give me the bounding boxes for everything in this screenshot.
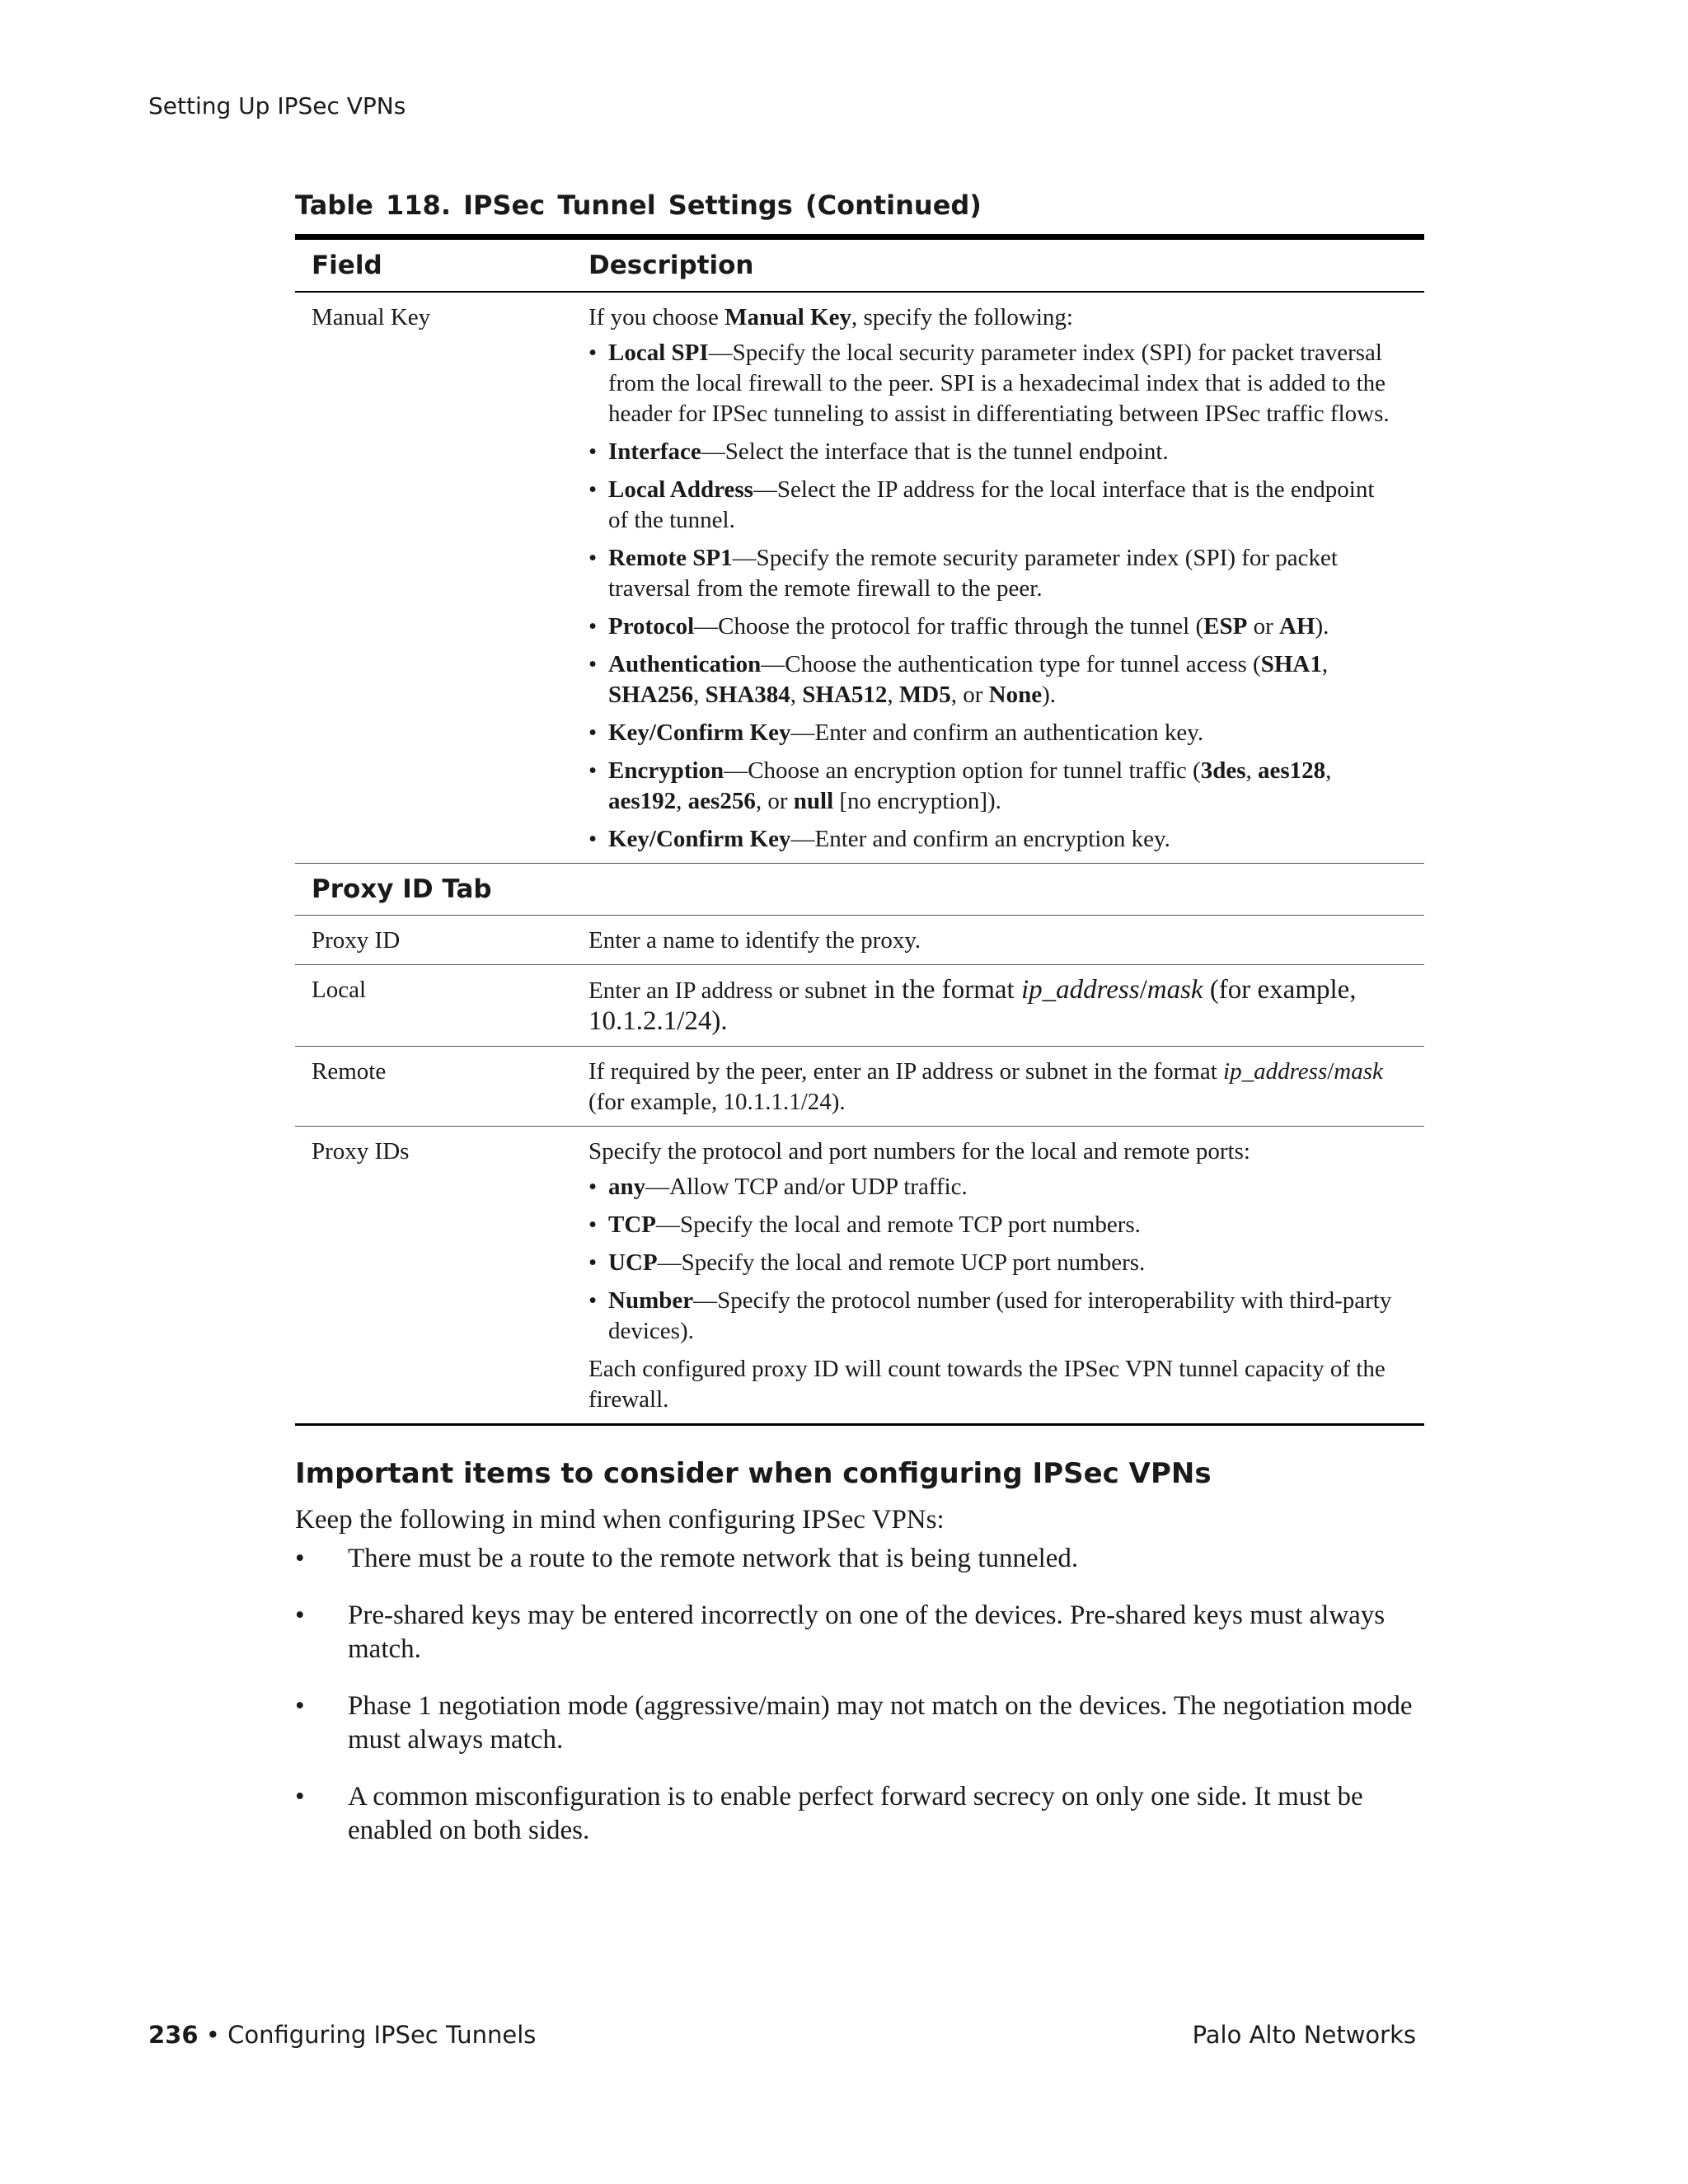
separator: , or bbox=[950, 682, 989, 708]
item-term: Authentication bbox=[608, 651, 762, 677]
item-text: —Specify the remote security parameter index (SPI) for packet traversal from the remote firewall to the peer. bbox=[608, 545, 1338, 602]
item-term: Local SPI bbox=[608, 340, 709, 366]
proxy-ids-note: Each configured proxy ID will count towards the IPSec VPN tunnel capacity of the firewall. bbox=[588, 1356, 1386, 1413]
separator: , bbox=[1325, 757, 1332, 784]
list-item bbox=[588, 612, 1400, 642]
option: null bbox=[793, 788, 834, 814]
item-text: —Allow TCP and/or UDP traffic. bbox=[645, 1174, 968, 1200]
page-number: 236 bbox=[148, 2021, 199, 2049]
separator: , bbox=[790, 682, 803, 708]
item-term: any bbox=[608, 1174, 646, 1200]
section-body bbox=[295, 1503, 1432, 1871]
list-item bbox=[588, 756, 1400, 817]
item-text: ). bbox=[1042, 682, 1057, 708]
desc-italic: mask bbox=[1146, 975, 1203, 1005]
option: SHA384 bbox=[705, 682, 790, 708]
separator: , bbox=[1245, 757, 1258, 784]
item-text: —Enter and confirm an encryption key. bbox=[790, 826, 1170, 852]
intro-text: If you choose bbox=[588, 304, 725, 330]
field-cell: Remote bbox=[312, 1058, 387, 1085]
field-cell: Local bbox=[312, 977, 367, 1003]
footer-chapter: Configuring IPSec Tunnels bbox=[227, 2021, 537, 2049]
desc-italic: mask bbox=[1334, 1058, 1383, 1085]
option: None bbox=[988, 682, 1043, 708]
item-text: —Choose the authentication type for tunnel access ( bbox=[761, 651, 1261, 677]
list-item bbox=[588, 718, 1400, 748]
proxy-ids-list bbox=[588, 1172, 1400, 1347]
list-item bbox=[588, 649, 1400, 710]
table-row-manual-key bbox=[295, 293, 1424, 864]
section-intro: Keep the following in mind when configuring IPSec VPNs: bbox=[295, 1505, 945, 1535]
field-cell: Manual Key bbox=[312, 304, 431, 330]
description-cell bbox=[588, 965, 1424, 1046]
list-item bbox=[588, 543, 1400, 604]
desc-text: / bbox=[1327, 1058, 1334, 1085]
option: MD5 bbox=[898, 682, 951, 708]
item-term: Local Address bbox=[608, 476, 753, 503]
footer-left bbox=[148, 2021, 536, 2049]
item-term: Protocol bbox=[608, 613, 695, 640]
list-item bbox=[588, 824, 1400, 855]
item-text: —Specify the local security parameter index (SPI) for packet traversal from the local firewall to the peer. SPI is a hexadecimal index that is added to the header for IPSec tunneling to assist in differentiating between IPSec traffic flows. bbox=[608, 340, 1390, 427]
table-row-remote bbox=[295, 1047, 1424, 1127]
column-header-field: Field bbox=[312, 251, 382, 280]
column-header-description: Description bbox=[588, 251, 754, 280]
list-item bbox=[588, 1172, 1400, 1202]
list-item: • Phase 1 negotiation mode (aggressive/main) may not match on the devices. The negotiation mode must always match. bbox=[295, 1690, 1432, 1757]
section-title: Proxy ID Tab bbox=[312, 874, 492, 904]
footer-company: Palo Alto Networks bbox=[1192, 2021, 1416, 2049]
item-term: Number bbox=[608, 1287, 694, 1314]
list-item bbox=[588, 1210, 1400, 1240]
description-cell: Enter a name to identify the proxy. bbox=[588, 927, 921, 954]
desc-text: (for example, 10.1.1.1/24). bbox=[588, 1089, 846, 1115]
item-text: [no encryption]). bbox=[833, 788, 1001, 814]
running-header: Setting Up IPSec VPNs bbox=[148, 92, 406, 120]
section-heading: Important items to consider when configuring IPSec VPNs bbox=[295, 1457, 1212, 1490]
field-cell: Proxy ID bbox=[312, 927, 401, 954]
separator: , bbox=[676, 788, 688, 814]
intro-text: , specify the following: bbox=[851, 304, 1073, 330]
list-item bbox=[588, 338, 1400, 429]
field-cell: Proxy IDs bbox=[312, 1138, 410, 1165]
list-item bbox=[588, 475, 1400, 536]
proxy-ids-intro: Specify the protocol and port numbers for the local and remote ports: bbox=[588, 1138, 1250, 1165]
table-row-local bbox=[295, 965, 1424, 1047]
item-term: Remote SP1 bbox=[608, 545, 733, 571]
item-text: —Specify the protocol number (used for interoperability with third-party devices). bbox=[608, 1287, 1392, 1344]
desc-text: / bbox=[1139, 975, 1147, 1005]
separator: , or bbox=[755, 788, 794, 814]
item-text: —Select the interface that is the tunnel endpoint. bbox=[701, 438, 1169, 465]
considerations-list bbox=[295, 1542, 1432, 1848]
item-text: —Select the IP address for the local interface that is the endpoint of the tunnel. bbox=[608, 476, 1375, 533]
list-item bbox=[588, 437, 1400, 467]
item-text: —Enter and confirm an authentication key. bbox=[790, 719, 1204, 746]
description-cell bbox=[588, 1047, 1424, 1126]
table-section-row bbox=[295, 864, 1424, 916]
table-row-proxy-id bbox=[295, 916, 1424, 965]
option: aes128 bbox=[1258, 757, 1326, 784]
table-header-row bbox=[295, 240, 1424, 293]
option: ESP bbox=[1203, 613, 1248, 640]
item-text: or bbox=[1247, 613, 1279, 640]
desc-italic: ip_address bbox=[1223, 1058, 1328, 1085]
desc-text: Enter an IP address or subnet bbox=[588, 977, 867, 1004]
option: aes192 bbox=[608, 788, 677, 814]
item-text: —Choose the protocol for traffic through the tunnel ( bbox=[694, 613, 1204, 640]
list-item: • There must be a route to the remote network that is being tunneled. bbox=[295, 1542, 1432, 1576]
description-cell bbox=[588, 1127, 1424, 1423]
intro-term: Manual Key bbox=[724, 304, 851, 330]
manual-key-list bbox=[588, 338, 1400, 855]
item-text: —Specify the local and remote UCP port numbers. bbox=[657, 1249, 1146, 1276]
manual-key-intro bbox=[588, 302, 1400, 333]
table-caption: Table 118. IPSec Tunnel Settings (Continued) bbox=[295, 190, 982, 221]
option: 3des bbox=[1200, 757, 1246, 784]
item-term: Interface bbox=[608, 438, 701, 465]
list-item: • Pre-shared keys may be entered incorrectly on one of the devices. Pre-shared keys must always match. bbox=[295, 1599, 1432, 1666]
item-term: Key/Confirm Key bbox=[608, 826, 791, 852]
option: SHA512 bbox=[802, 682, 888, 708]
item-term: UCP bbox=[608, 1249, 658, 1276]
separator: , bbox=[1321, 651, 1329, 677]
desc-text: If required by the peer, enter an IP address or subnet in the format bbox=[588, 1058, 1224, 1085]
desc-text: in the format bbox=[866, 975, 1021, 1005]
separator: , bbox=[693, 682, 706, 708]
item-text: ). bbox=[1315, 613, 1329, 640]
footer-separator: • bbox=[198, 2021, 228, 2049]
item-term: Encryption bbox=[608, 757, 724, 784]
settings-table bbox=[295, 234, 1424, 1426]
option: aes256 bbox=[687, 788, 756, 814]
list-item bbox=[588, 1248, 1400, 1278]
table-row-proxy-ids bbox=[295, 1127, 1424, 1423]
separator: , bbox=[887, 682, 899, 708]
item-term: Key/Confirm Key bbox=[608, 719, 791, 746]
option: SHA1 bbox=[1260, 651, 1322, 677]
option: SHA256 bbox=[608, 682, 694, 708]
item-text: —Specify the local and remote TCP port numbers. bbox=[656, 1212, 1141, 1238]
list-item: • A common misconfiguration is to enable perfect forward secrecy on only one side. It must be enabled on both sides. bbox=[295, 1780, 1432, 1848]
item-text: —Choose an encryption option for tunnel traffic ( bbox=[724, 757, 1201, 784]
desc-italic: ip_address bbox=[1020, 975, 1140, 1005]
list-item bbox=[588, 1286, 1400, 1347]
desc-text: (for example, 10.1.2.1/24). bbox=[588, 975, 1357, 1036]
item-term: TCP bbox=[608, 1212, 656, 1238]
description-cell bbox=[588, 293, 1424, 863]
option: AH bbox=[1279, 613, 1315, 640]
